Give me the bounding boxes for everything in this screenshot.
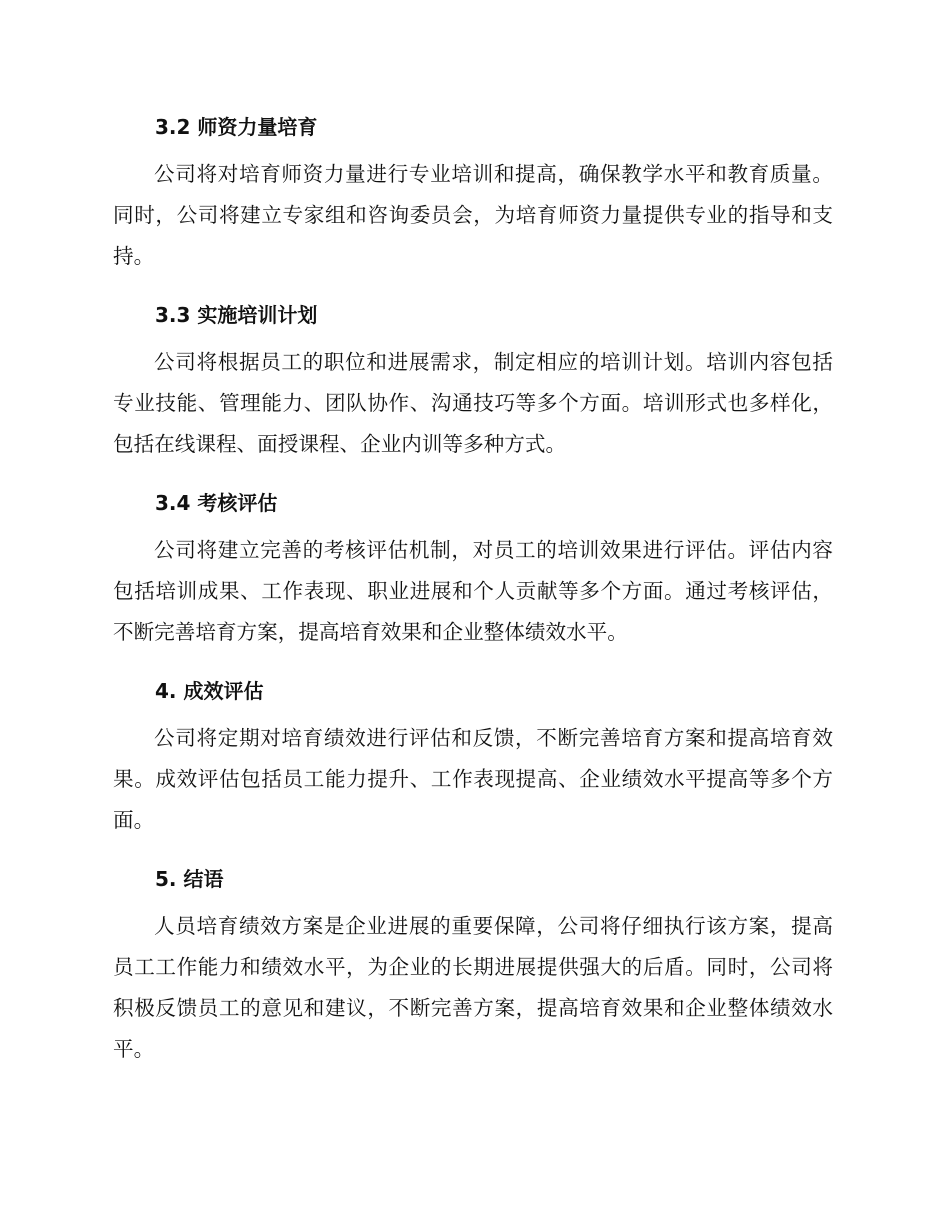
section-heading-4: 4. 成效评估 bbox=[155, 679, 264, 703]
section-heading-3-2: 3.2 师资力量培育 bbox=[155, 115, 318, 139]
section-heading-5: 5. 结语 bbox=[155, 867, 224, 891]
section-paragraph-3-4: 公司将建立完善的考核评估机制，对员工的培训效果进行评估。评估内容包括培训成果、工作表现、职业进展和个人贡献等多个方面。通过考核评估，不断完善培育方案，提高培育效果和企业整体绩效水平。 bbox=[113, 538, 833, 644]
section-paragraph-4: 公司将定期对培育绩效进行评估和反馈，不断完善培育方案和提高培育效果。成效评估包括员工能力提升、工作表现提高、企业绩效水平提高等多个方面。 bbox=[113, 726, 833, 832]
section-paragraph-3-3: 公司将根据员工的职位和进展需求，制定相应的培训计划。培训内容包括专业技能、管理能力、团队协作、沟通技巧等多个方面。培训形式也多样化，包括在线课程、面授课程、企业内训等多种方式。 bbox=[113, 350, 833, 456]
document-content bbox=[113, 112, 833, 1093]
section-paragraph-5: 人员培育绩效方案是企业进展的重要保障，公司将仔细执行该方案，提高员工工作能力和绩效水平，为企业的长期进展提供强大的后盾。同时，公司将积极反馈员工的意见和建议，不断完善方案，提高培育效果和企业整体绩效水平。 bbox=[113, 914, 833, 1061]
section-paragraph-3-2: 公司将对培育师资力量进行专业培训和提高，确保教学水平和教育质量。同时，公司将建立专家组和咨询委员会，为培育师资力量提供专业的指导和支持。 bbox=[113, 162, 833, 268]
section-heading-3-4: 3.4 考核评估 bbox=[155, 491, 278, 515]
section-heading-3-3: 3.3 实施培训计划 bbox=[155, 303, 318, 327]
